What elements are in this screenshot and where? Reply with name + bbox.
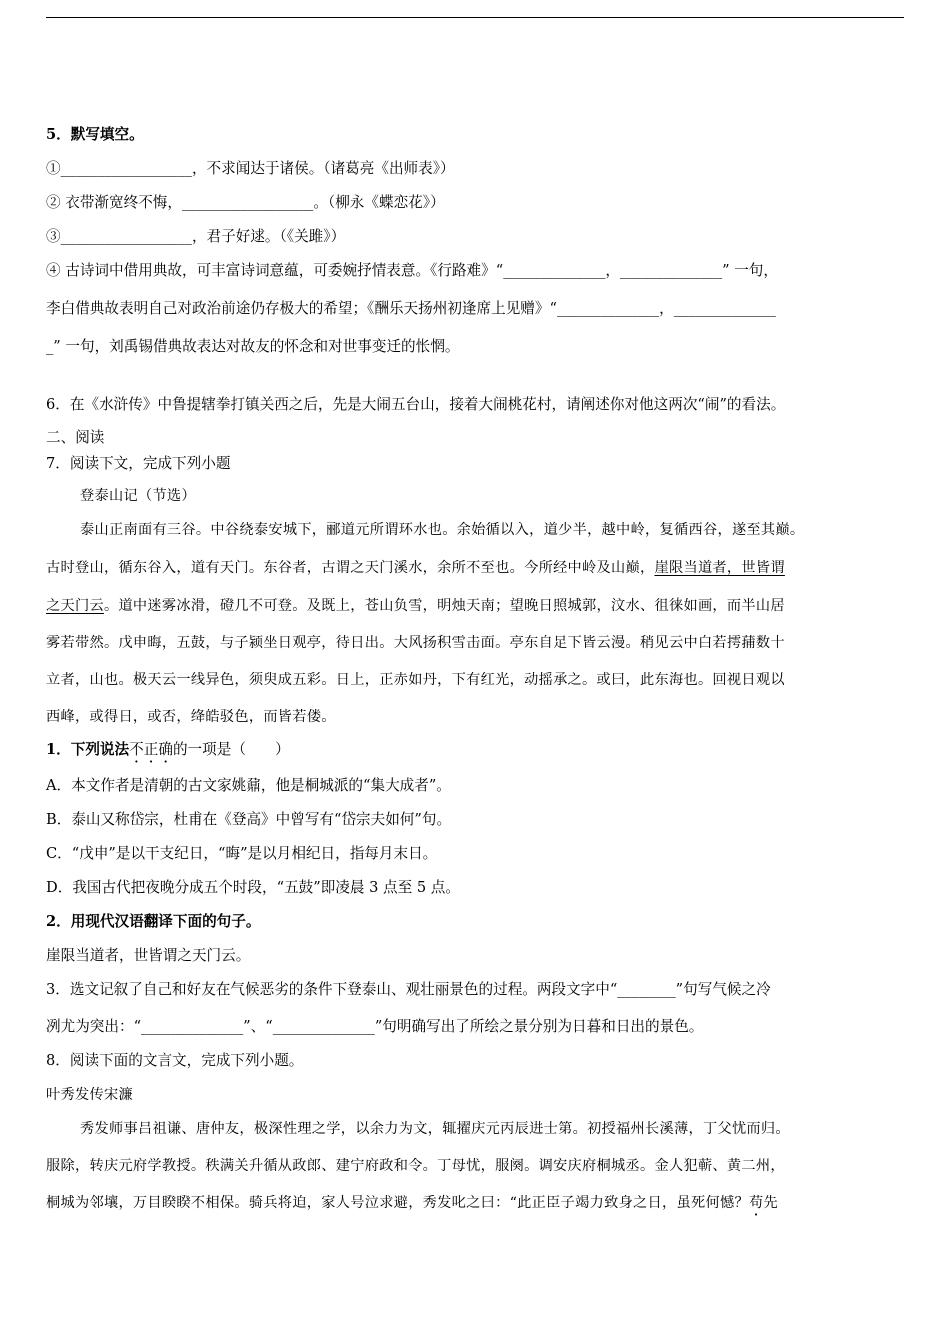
q7-translate-sentence: 崖限当道者，世皆谓之天门云。 [46, 947, 251, 964]
q7-subquestion-2: 2．用现代汉语翻译下面的句子。 [46, 913, 261, 930]
q5-line-1: ①__________________，不求闻达于诸侯。（诸葛亮《出师表》） [46, 160, 455, 177]
q5-line-4: ④ 古诗词中借用典故，可丰富诗词意蕴，可委婉抒情表意。《行路难》“______________，______________” 一句， [46, 262, 778, 279]
q5-title: 5．默写填空。 [46, 126, 144, 143]
q7-passage-text: 。道中迷雾冰滑，磴几不可登。及既上，苍山负雪，明烛天南；望晚日照城郭，汶水、徂徕如画，而半山居 [103, 598, 785, 614]
option-c: C．“戊申”是以干支纪日，“晦”是以月相纪日，指每月末日。 [46, 845, 438, 862]
option-a: A．本文作者是清朝的古文家姚鼐，他是桐城派的“集大成者”。 [46, 777, 451, 794]
q6-question: 6．在《水浒传》中鲁提辖拳打镇关西之后，先是大闹五台山，接着大闹桃花村，请阐述你对他这两次“闹”的看法。 [46, 396, 786, 413]
emphasis-char: 确 [158, 741, 173, 758]
q8-title: 8．阅读下面的文言文，完成下列小题。 [46, 1052, 304, 1069]
q7-passage-line-2 [46, 558, 785, 578]
underlined-phrase: 崖限当道者，世皆谓 [654, 560, 785, 576]
sq1-suffix: 的一项是（ ） [172, 741, 290, 758]
q8-passage-line-3 [46, 1193, 778, 1213]
q5-line-5: 李白借典故表明自己对政治前途仍存极大的希望；《酬乐天扬州初逢席上见赠》“______________，______________ [46, 300, 776, 317]
section-heading: 二、阅读 [46, 429, 105, 446]
emphasis-char: 不 [129, 741, 144, 758]
sq1-prefix: 1．下列说法 [46, 741, 130, 758]
q7-passage-title: 登泰山记（节选） [80, 488, 196, 504]
q7-passage-line-6: 西峰，或得日，或否，绛皓驳色，而皆若偻。 [46, 709, 336, 725]
option-b: B．泰山又称岱宗，杜甫在《登高》中曾写有“岱宗夫如何”句。 [46, 811, 452, 828]
q7-passage-line-1: 泰山正南面有三谷。中谷绕泰安城下，郦道元所谓环水也。余始循以入，道少半，越中岭，复循西谷，遂至其巅。 [80, 522, 805, 538]
q7-subquestion-3-line-1: 3．选文记叙了自己和好友在气候恶劣的条件下登泰山、观壮丽景色的过程。两段文字中“________”句写气候之冷 [46, 981, 771, 998]
emphasis-char: 苟 [748, 1195, 764, 1211]
header-rule [46, 17, 904, 18]
q7-subquestion-3-line-2: 冽尤为突出：“______________”、“______________”句明确写出了所绘之景分别为日暮和日出的景色。 [46, 1018, 704, 1035]
emphasis-char: 正 [143, 741, 159, 758]
option-d: D．我国古代把夜晚分成五个时段，“五鼓”即凌晨 3 点至 5 点。 [46, 879, 461, 896]
q7-passage-line-5: 立者，山也。极天云一线异色，须臾成五彩。日上，正赤如丹，下有红光，动摇承之。或曰，此东海也。回视日观以 [46, 672, 785, 688]
q8-passage-line-2: 服除，转庆元府学教授。秩满关升循从政郎、建宁府政和令。丁母忧，服阕。调安庆府桐城丞。金人犯蕲、黄二州， [46, 1158, 785, 1174]
q7-passage-line-4: 雾若带然。戊申晦，五鼓，与子颍坐日观亭，待日出。大风扬积雪击面。亭东自足下皆云漫。稍见云中白若摴蒱数十 [46, 635, 785, 651]
q8-passage-text: 先 [763, 1195, 778, 1211]
q8-passage-title: 叶秀发传宋濂 [46, 1087, 133, 1103]
q7-passage-line-3 [46, 596, 785, 616]
q5-line-3: ③__________________，君子好逑。（《关雎》） [46, 228, 346, 245]
q7-title: 7．阅读下文，完成下列小题 [46, 455, 231, 472]
q5-line-2: ② 衣带渐宽终不悔，__________________。（柳永《蝶恋花》） [46, 194, 445, 211]
q7-passage-text: 古时登山，循东谷入，道有天门。东谷者，古谓之天门溪水，余所不至也。今所经中岭及山巅， [46, 560, 655, 576]
q8-passage-text: 桐城为邻壤，万目睽睽不相保。骑兵将迫，家人号泣求避，秀发叱之曰：“此正臣子竭力致身之日，虽死何憾？ [46, 1195, 749, 1211]
q5-line-6: _” 一句，刘禹锡借典故表达对故友的怀念和对世事变迁的怅惘。 [46, 338, 460, 355]
q7-subquestion-1 [46, 740, 290, 760]
q8-passage-line-1: 秀发师事吕祖谦、唐仲友，极深性理之学，以余力为文，辄擢庆元丙辰进士第。初授福州长溪薄，丁父忧而归。 [80, 1121, 790, 1137]
underlined-phrase: 之天门云 [46, 598, 104, 614]
